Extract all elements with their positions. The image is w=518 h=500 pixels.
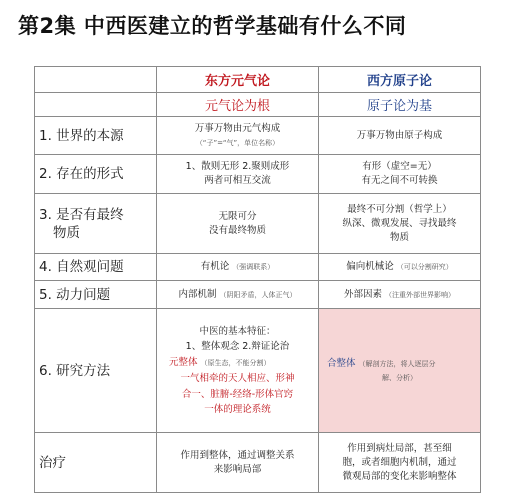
- east-cell: [157, 254, 319, 281]
- east-note: （强调联系）: [232, 263, 275, 271]
- west-cell: [319, 194, 481, 254]
- west-title: 西方原子论: [319, 67, 481, 93]
- east-cell: [157, 194, 319, 254]
- table-row: [35, 254, 481, 281]
- west-cell: [319, 254, 481, 281]
- table-row: [35, 155, 481, 194]
- page-title: 第2集 中西医建立的哲学基础有什么不同: [18, 14, 407, 38]
- east-note: （“子”=“气”，单位名称）: [195, 138, 280, 147]
- west-highlight: 合整体: [327, 357, 356, 369]
- east-cell: [157, 309, 319, 433]
- row-label: 2. 存在的形式: [35, 155, 157, 194]
- table-row: [35, 433, 481, 493]
- east-cell: [157, 281, 319, 309]
- east-note: （原生态，不能分割）: [200, 358, 271, 367]
- west-line: 最终不可分割（哲学上）: [347, 203, 452, 215]
- west-line: 微观局部的变化来影响整体: [342, 470, 457, 482]
- west-text: 偏向机械论: [346, 261, 394, 272]
- row-label: 5. 动力问题: [35, 281, 157, 309]
- east-line: 来影响局部: [213, 463, 262, 475]
- east-text: 有机论: [200, 261, 230, 272]
- east-cell: [157, 433, 319, 493]
- east-line: 一体的理论系统: [204, 404, 271, 415]
- west-line: 有无之间不可转换: [361, 175, 438, 186]
- east-line: 作用到整体，通过调整关系: [180, 449, 295, 461]
- west-note: 解、分析）: [382, 373, 417, 382]
- east-line: 1、散则无形 2.聚则成形: [185, 161, 290, 172]
- west-cell: [319, 117, 481, 155]
- west-cell: [319, 155, 481, 194]
- row-label: 1. 世界的本源: [35, 117, 157, 155]
- west-subtitle: 原子论为基: [319, 93, 481, 117]
- west-line: [321, 357, 478, 371]
- east-subtitle: 元气论为根: [157, 93, 319, 117]
- east-text: 内部机制: [178, 288, 217, 300]
- subheader-empty-cell: [35, 93, 157, 117]
- east-highlight: 元整体: [169, 356, 198, 368]
- west-text: 外部因素: [343, 288, 382, 300]
- west-note: （解剖方法，将人逐层分: [358, 359, 436, 368]
- row-label: 4. 自然观问题: [35, 254, 157, 281]
- east-line: 无限可分: [218, 210, 257, 222]
- row-label: 治疗: [35, 433, 157, 493]
- west-line: 作用到病灶局部，甚至细: [347, 442, 452, 454]
- east-line: 没有最终物质: [208, 224, 266, 236]
- west-cell: [319, 281, 481, 309]
- east-line: 合一、脏腑-经络-形体官窍: [181, 388, 294, 400]
- header-row: [35, 67, 481, 93]
- west-line: 物质: [389, 231, 409, 243]
- row-label: 6. 研究方法: [35, 309, 157, 433]
- west-line: 胞，或者细胞内机制，通过: [342, 456, 457, 468]
- west-note: （可以分割研究）: [396, 263, 453, 271]
- table-row: [35, 117, 481, 155]
- row-label: [35, 194, 157, 254]
- west-line: 纵深、微观发展、寻找最终: [342, 217, 457, 229]
- row-label-line: 物质: [53, 224, 80, 241]
- table-row: [35, 281, 481, 309]
- west-line: 有形（虚空=无）: [362, 161, 437, 172]
- west-cell: [319, 433, 481, 493]
- row-label-line: 3. 是否有最终: [39, 206, 124, 223]
- east-text: 万事万物由元气构成: [194, 122, 281, 134]
- west-text: 万事万物由原子构成: [356, 129, 443, 141]
- comparison-table: [34, 66, 481, 493]
- header-empty-cell: [35, 67, 157, 93]
- east-line: 中医的基本特征：: [199, 325, 276, 337]
- east-line: 一气相牵的天人相应、形神: [180, 373, 295, 384]
- table-row: [35, 194, 481, 254]
- east-cell: [157, 117, 319, 155]
- east-title: 东方元气论: [157, 67, 319, 93]
- east-note: （阴阳矛盾，人体正气）: [219, 290, 297, 299]
- east-cell: [157, 155, 319, 194]
- east-line: 两者可相互交流: [204, 175, 271, 186]
- west-cell: [319, 309, 481, 433]
- east-line: [159, 355, 316, 372]
- east-line: 1、整体观念 2.辩证论治: [185, 341, 290, 352]
- table-row: [35, 309, 481, 433]
- subheader-row: [35, 93, 481, 117]
- west-note: （注重外部世界影响）: [385, 290, 456, 299]
